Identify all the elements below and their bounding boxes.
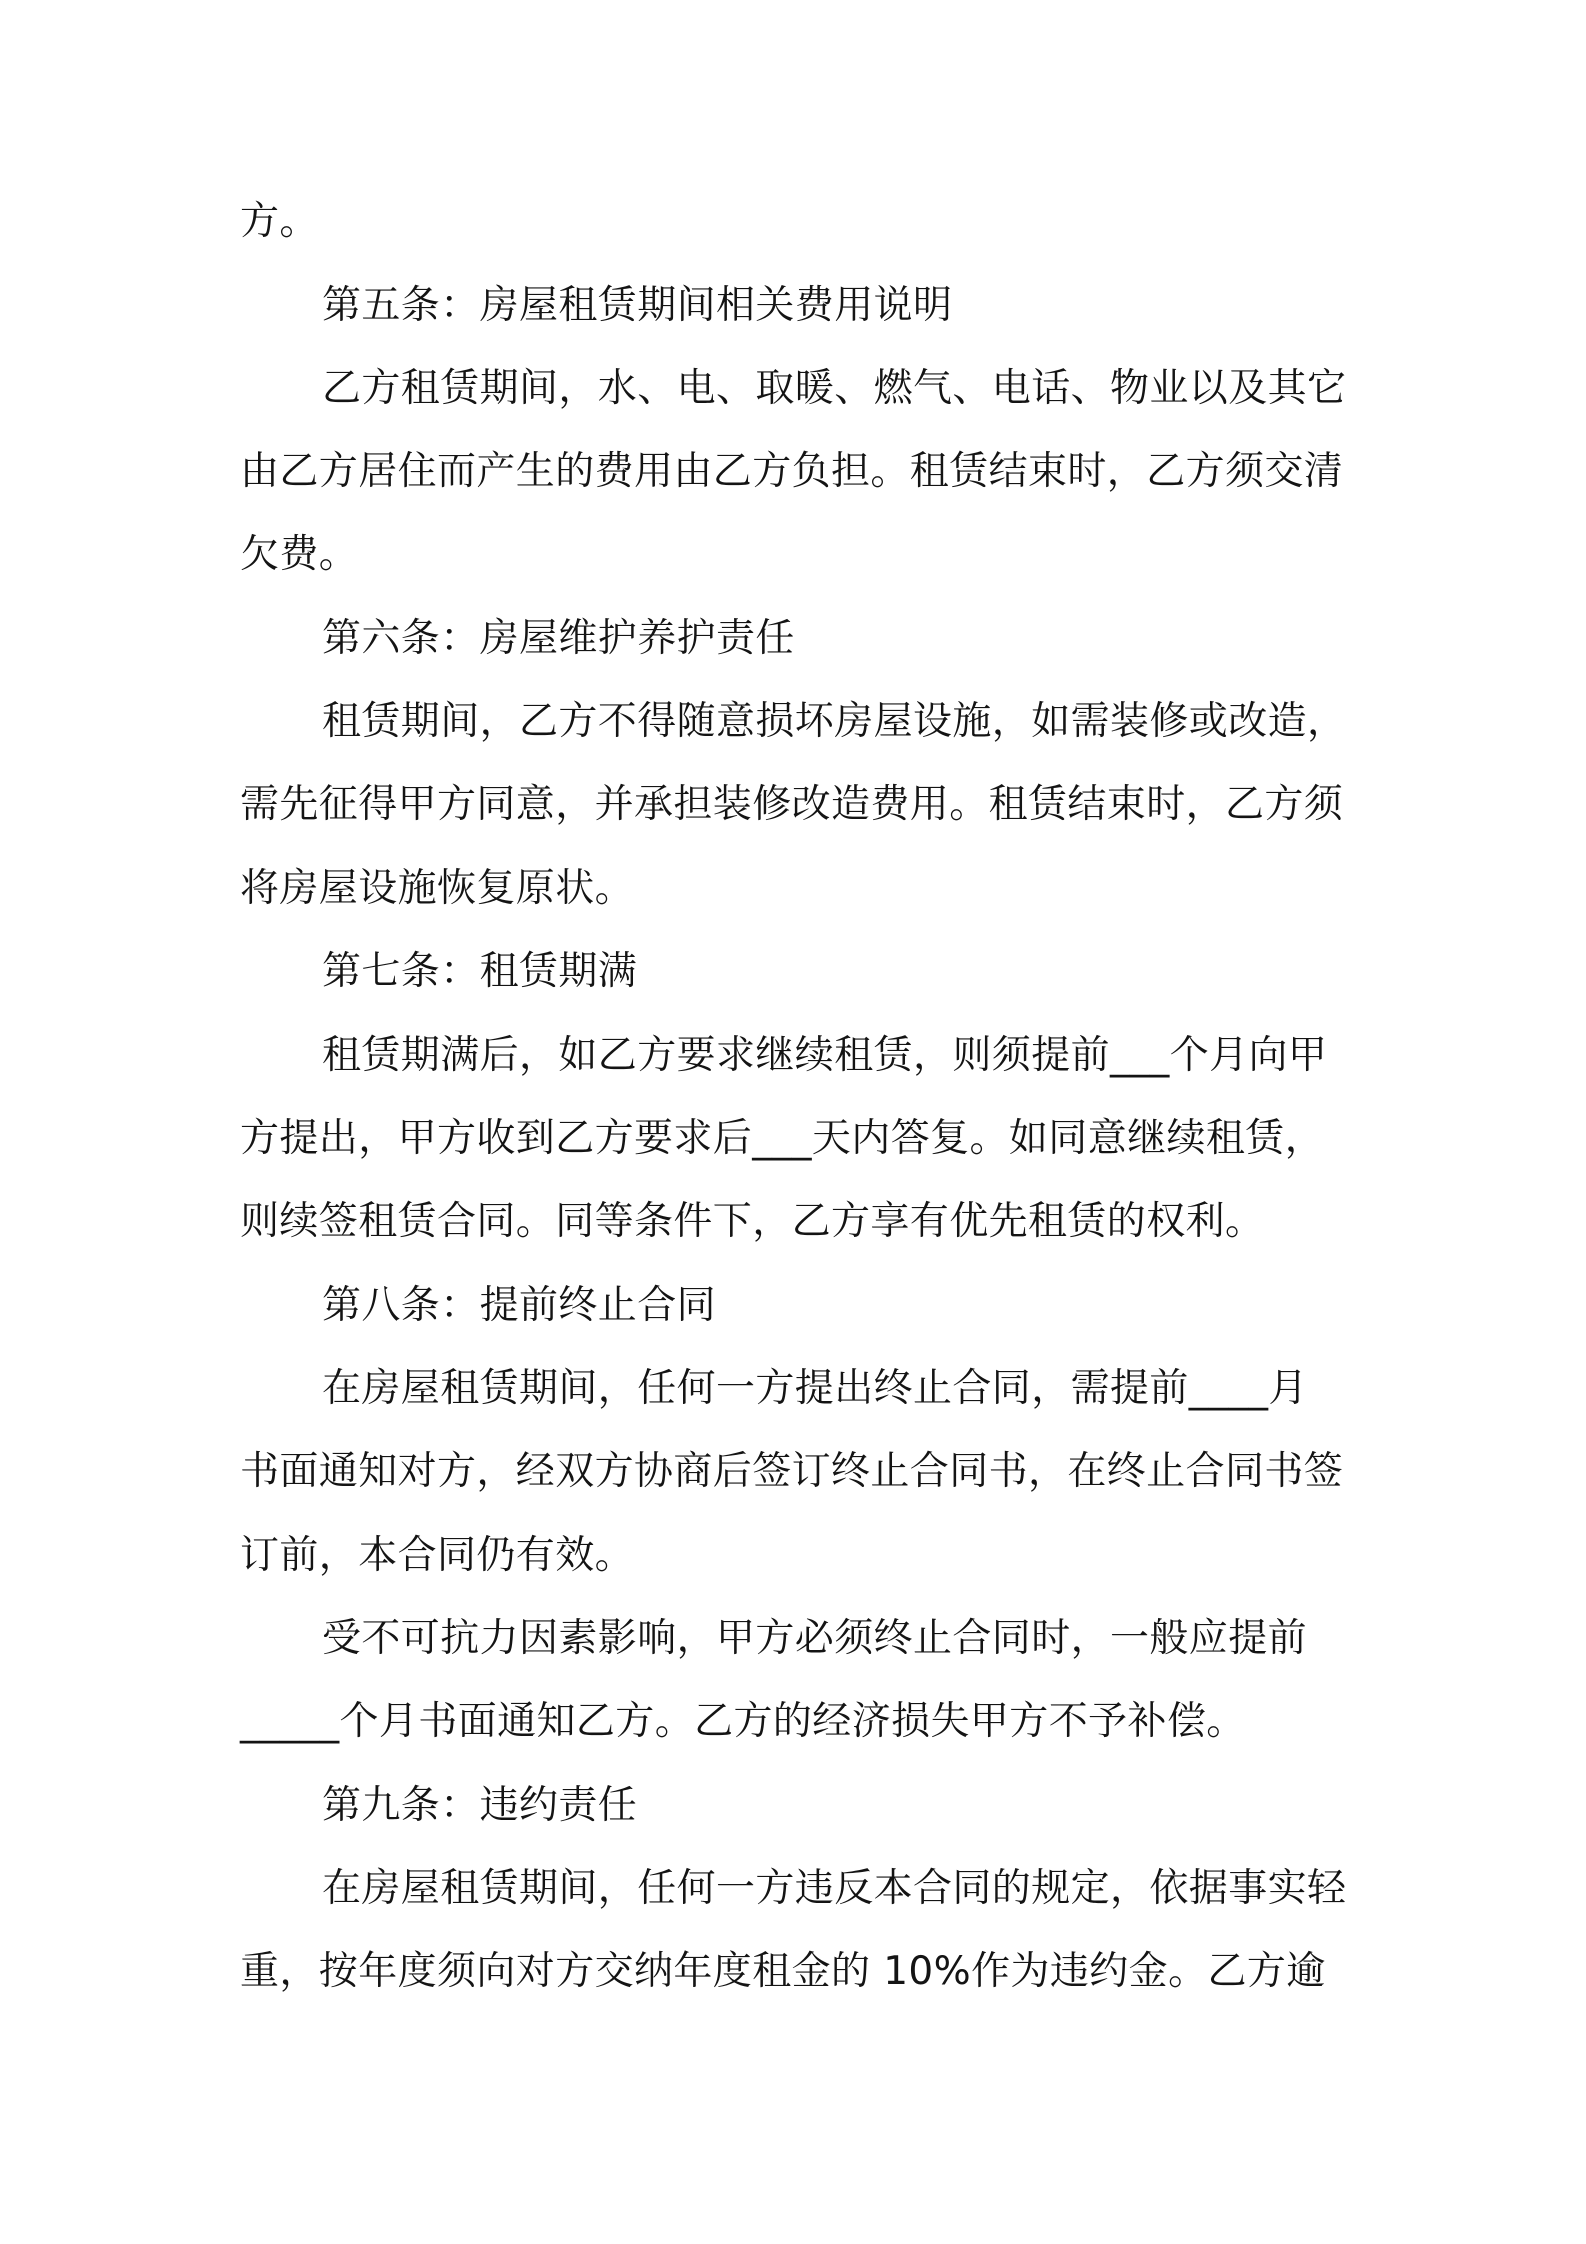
- text-line: 方。: [240, 199, 319, 244]
- article-heading-7: 第七条：租赁期满: [322, 949, 638, 994]
- text-line: 租赁期间，乙方不得随意损坏房屋设施，如需装修或改造，: [322, 699, 1347, 744]
- text-line: 订前，本合同仍有效。: [240, 1533, 635, 1578]
- text-line: 在房屋租赁期间，任何一方提出终止合同，需提前____月: [322, 1366, 1308, 1411]
- article-heading-9: 第九条：违约责任: [322, 1783, 638, 1828]
- article-heading-5: 第五条：房屋租赁期间相关费用说明: [322, 283, 953, 328]
- text-line: 重，按年度须向对方交纳年度租金的 10%作为违约金。乙方逾: [240, 1949, 1326, 1994]
- text-line: 租赁期满后，如乙方要求继续租赁，则须提前___个月向甲: [322, 1033, 1328, 1078]
- text-line: 乙方租赁期间，水、电、取暖、燃气、电话、物业以及其它: [322, 366, 1347, 411]
- text-line: 则续签租赁合同。同等条件下，乙方享有优先租赁的权利。: [240, 1199, 1265, 1244]
- article-heading-6: 第六条：房屋维护养护责任: [322, 616, 795, 661]
- text-line: _____个月书面通知乙方。乙方的经济损失甲方不予补偿。: [240, 1699, 1246, 1744]
- text-line: 书面通知对方，经双方协商后签订终止合同书，在终止合同书签: [240, 1449, 1344, 1494]
- text-line: 由乙方居住而产生的费用由乙方负担。租赁结束时，乙方须交清: [240, 449, 1344, 494]
- text-line: 受不可抗力因素影响，甲方必须终止合同时，一般应提前: [322, 1616, 1308, 1661]
- text-line: 需先征得甲方同意，并承担装修改造费用。租赁结束时，乙方须: [240, 782, 1344, 827]
- article-heading-8: 第八条：提前终止合同: [322, 1283, 717, 1328]
- text-line: 方提出，甲方收到乙方要求后___天内答复。如同意继续租赁，: [240, 1116, 1325, 1161]
- text-line: 将房屋设施恢复原状。: [240, 866, 635, 911]
- text-line: 在房屋租赁期间，任何一方违反本合同的规定，依据事实轻: [322, 1866, 1347, 1911]
- text-line: 欠费。: [240, 532, 359, 577]
